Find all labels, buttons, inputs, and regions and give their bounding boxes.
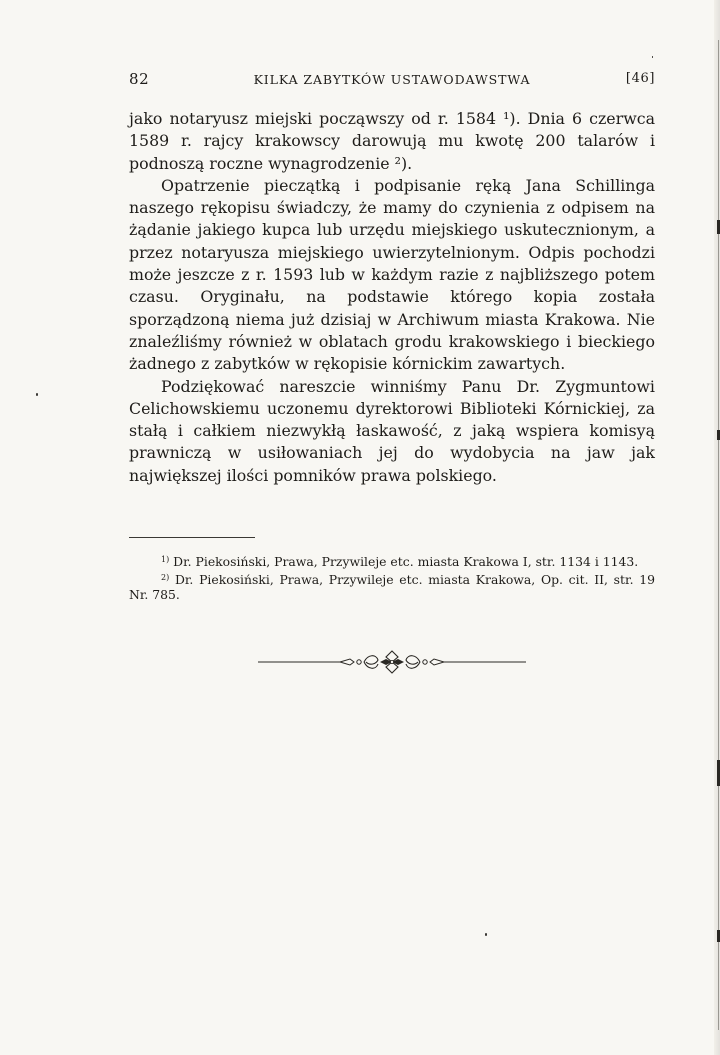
main-text [129, 108, 655, 487]
page-edge-shadow [714, 0, 720, 1055]
footnote-text: Dr. Piekosiński, Prawa, Przywileje etc. miasta Krakowa, Op. cit. II, str. 19 Nr. 785. [129, 571, 655, 602]
page-number: 82 [129, 70, 150, 88]
paragraph-1: jako notaryusz miejski począwszy od r. 1584 ¹). Dnia 6 czerwca 1589 r. rajcy krakowscy darowują mu kwotę 200 talarów i podnoszą roczne wynagrodzenie ²). [129, 109, 655, 173]
paragraph-3: Podziękować nareszcie winniśmy Panu Dr. Zygmuntowi Celichowskiemu uczonemu dyrektorowi Biblioteki Kórnickiej, za stałą i całkiem niezwykłą łaskawość, z jaką wspiera komisyą prawniczą w usiłowaniach jej do wydobycia na jaw jak największej ilości pomników prawa polskiego. [129, 376, 655, 485]
footnote-separator [129, 537, 255, 538]
running-title: KILKA ZABYTKÓW USTAWODAWSTWA [253, 72, 531, 87]
scan-speck [485, 933, 487, 936]
scan-speck [652, 56, 653, 58]
footnotes [129, 552, 655, 603]
footnote-mark: 2) [161, 572, 170, 582]
ornament-divider-icon [258, 650, 526, 674]
paragraph-2: Opatrzenie pieczątką i podpisanie ręką Jana Schillinga naszego rękopisu świadczy, że mamy do czynienia z odpisem na żądanie jakiego kupca lub urzędu miejskiego uskutecznionym, a przez notaryusza miejskiego uwierzytelnionym. Odpis pochodzi może jeszcze z r. 1593 lub w każdym razie z najbliższego potem czasu. Oryginału, na podstawie którego kopia została sporządzoną niema już dzisiaj w Archiwum miasta Krakowa. Nie znaleźliśmy również w oblatach grodu krakowskiego i bieckiego żadnego z zabytków w rękopisie kórnickim zawartych. [129, 175, 655, 374]
footnote-1 [129, 552, 655, 570]
footnote-text: Dr. Piekosiński, Prawa, Przywileje etc. miasta Krakowa I, str. 1134 i 1143. [173, 554, 639, 569]
footnote-2 [129, 570, 655, 603]
scan-speck [36, 393, 38, 396]
bracket-page-number: [46] [625, 71, 655, 86]
running-header [129, 70, 655, 92]
footnote-mark: 1) [161, 555, 170, 564]
page-edge-line [718, 40, 719, 1030]
